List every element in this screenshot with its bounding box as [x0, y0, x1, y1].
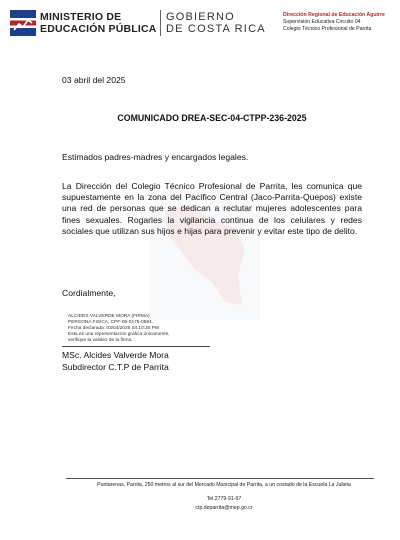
- letter-greeting: Estimados padres-madres y encargados legales.: [62, 152, 249, 162]
- ministry-logo-icon: [10, 10, 36, 36]
- region-line-1: Dirección Regional de Educación Aguirre: [283, 12, 385, 18]
- region-line-3: Colegio Técnico Profesional de Parrita: [283, 26, 372, 32]
- signature-line: [62, 346, 210, 347]
- region-line-2: Supervisión Educativa Circuito 04: [283, 19, 361, 25]
- stamp-line-2: PERSONA FISICA, CPF-06-0175-0584.: [68, 320, 154, 325]
- ministry-line-2: EDUCACIÓN PÚBLICA: [40, 23, 157, 35]
- gov-line-1: GOBIERNO: [166, 11, 235, 23]
- letter-closing: Cordialmente,: [62, 288, 116, 298]
- stamp-line-3: Fecha declarada: 03/04/2025 04:10:20 PM: [68, 326, 159, 331]
- letter-body: La Dirección del Colegio Técnico Profesional de Parrita, les comunica que supuestamente en la zona del Pacífico Central (Jaco-Parrita-Quepos) existe una red de personas que se dedican a reclutar mujeres adolescentes para fines sexuales. Rogarles la vigilancia continua de los celulares y redes sociales que utilizan sus hijos e hijas para prevenir y evitar este tipo de delito.: [62, 181, 362, 236]
- ministry-line-1: MINISTERIO DE: [40, 11, 122, 23]
- letterhead: [10, 10, 390, 36]
- regional-office: [283, 12, 385, 33]
- letter-subject: COMUNICADO DREA-SEC-04-CTPP-236-2025: [117, 113, 307, 123]
- gov-line-2: DE COSTA RICA: [166, 23, 266, 35]
- header-divider: [160, 10, 161, 36]
- stamp-line-5: verifique la validez de la firma.: [68, 338, 133, 343]
- stamp-line-1: ALCIDES VALVERDE MORA (FIRMA): [68, 314, 150, 319]
- letter-date: 03 abril del 2025: [62, 75, 126, 85]
- stamp-line-4: Esta es una representación gráfica únicamente,: [68, 332, 170, 337]
- signatory: [62, 350, 169, 373]
- signatory-name: MSc. Alcides Valverde Mora: [62, 350, 169, 360]
- footer-address: Puntarenas, Parrita, 250 metros al sur del Mercado Municipal de Parrita, a un costado de la Escuela La Julieta: [97, 482, 351, 488]
- footer-email: ctp.deparrita@mep.go.cr: [195, 505, 253, 511]
- footer-phone: Tel.2779-91-97: [206, 496, 242, 502]
- ministry-name: [40, 11, 157, 35]
- digital-signature-stamp: [68, 314, 170, 344]
- government-name: [166, 11, 266, 35]
- signatory-title: Subdirector C.T.P de Parrita: [62, 361, 169, 372]
- footer-divider: [66, 478, 374, 479]
